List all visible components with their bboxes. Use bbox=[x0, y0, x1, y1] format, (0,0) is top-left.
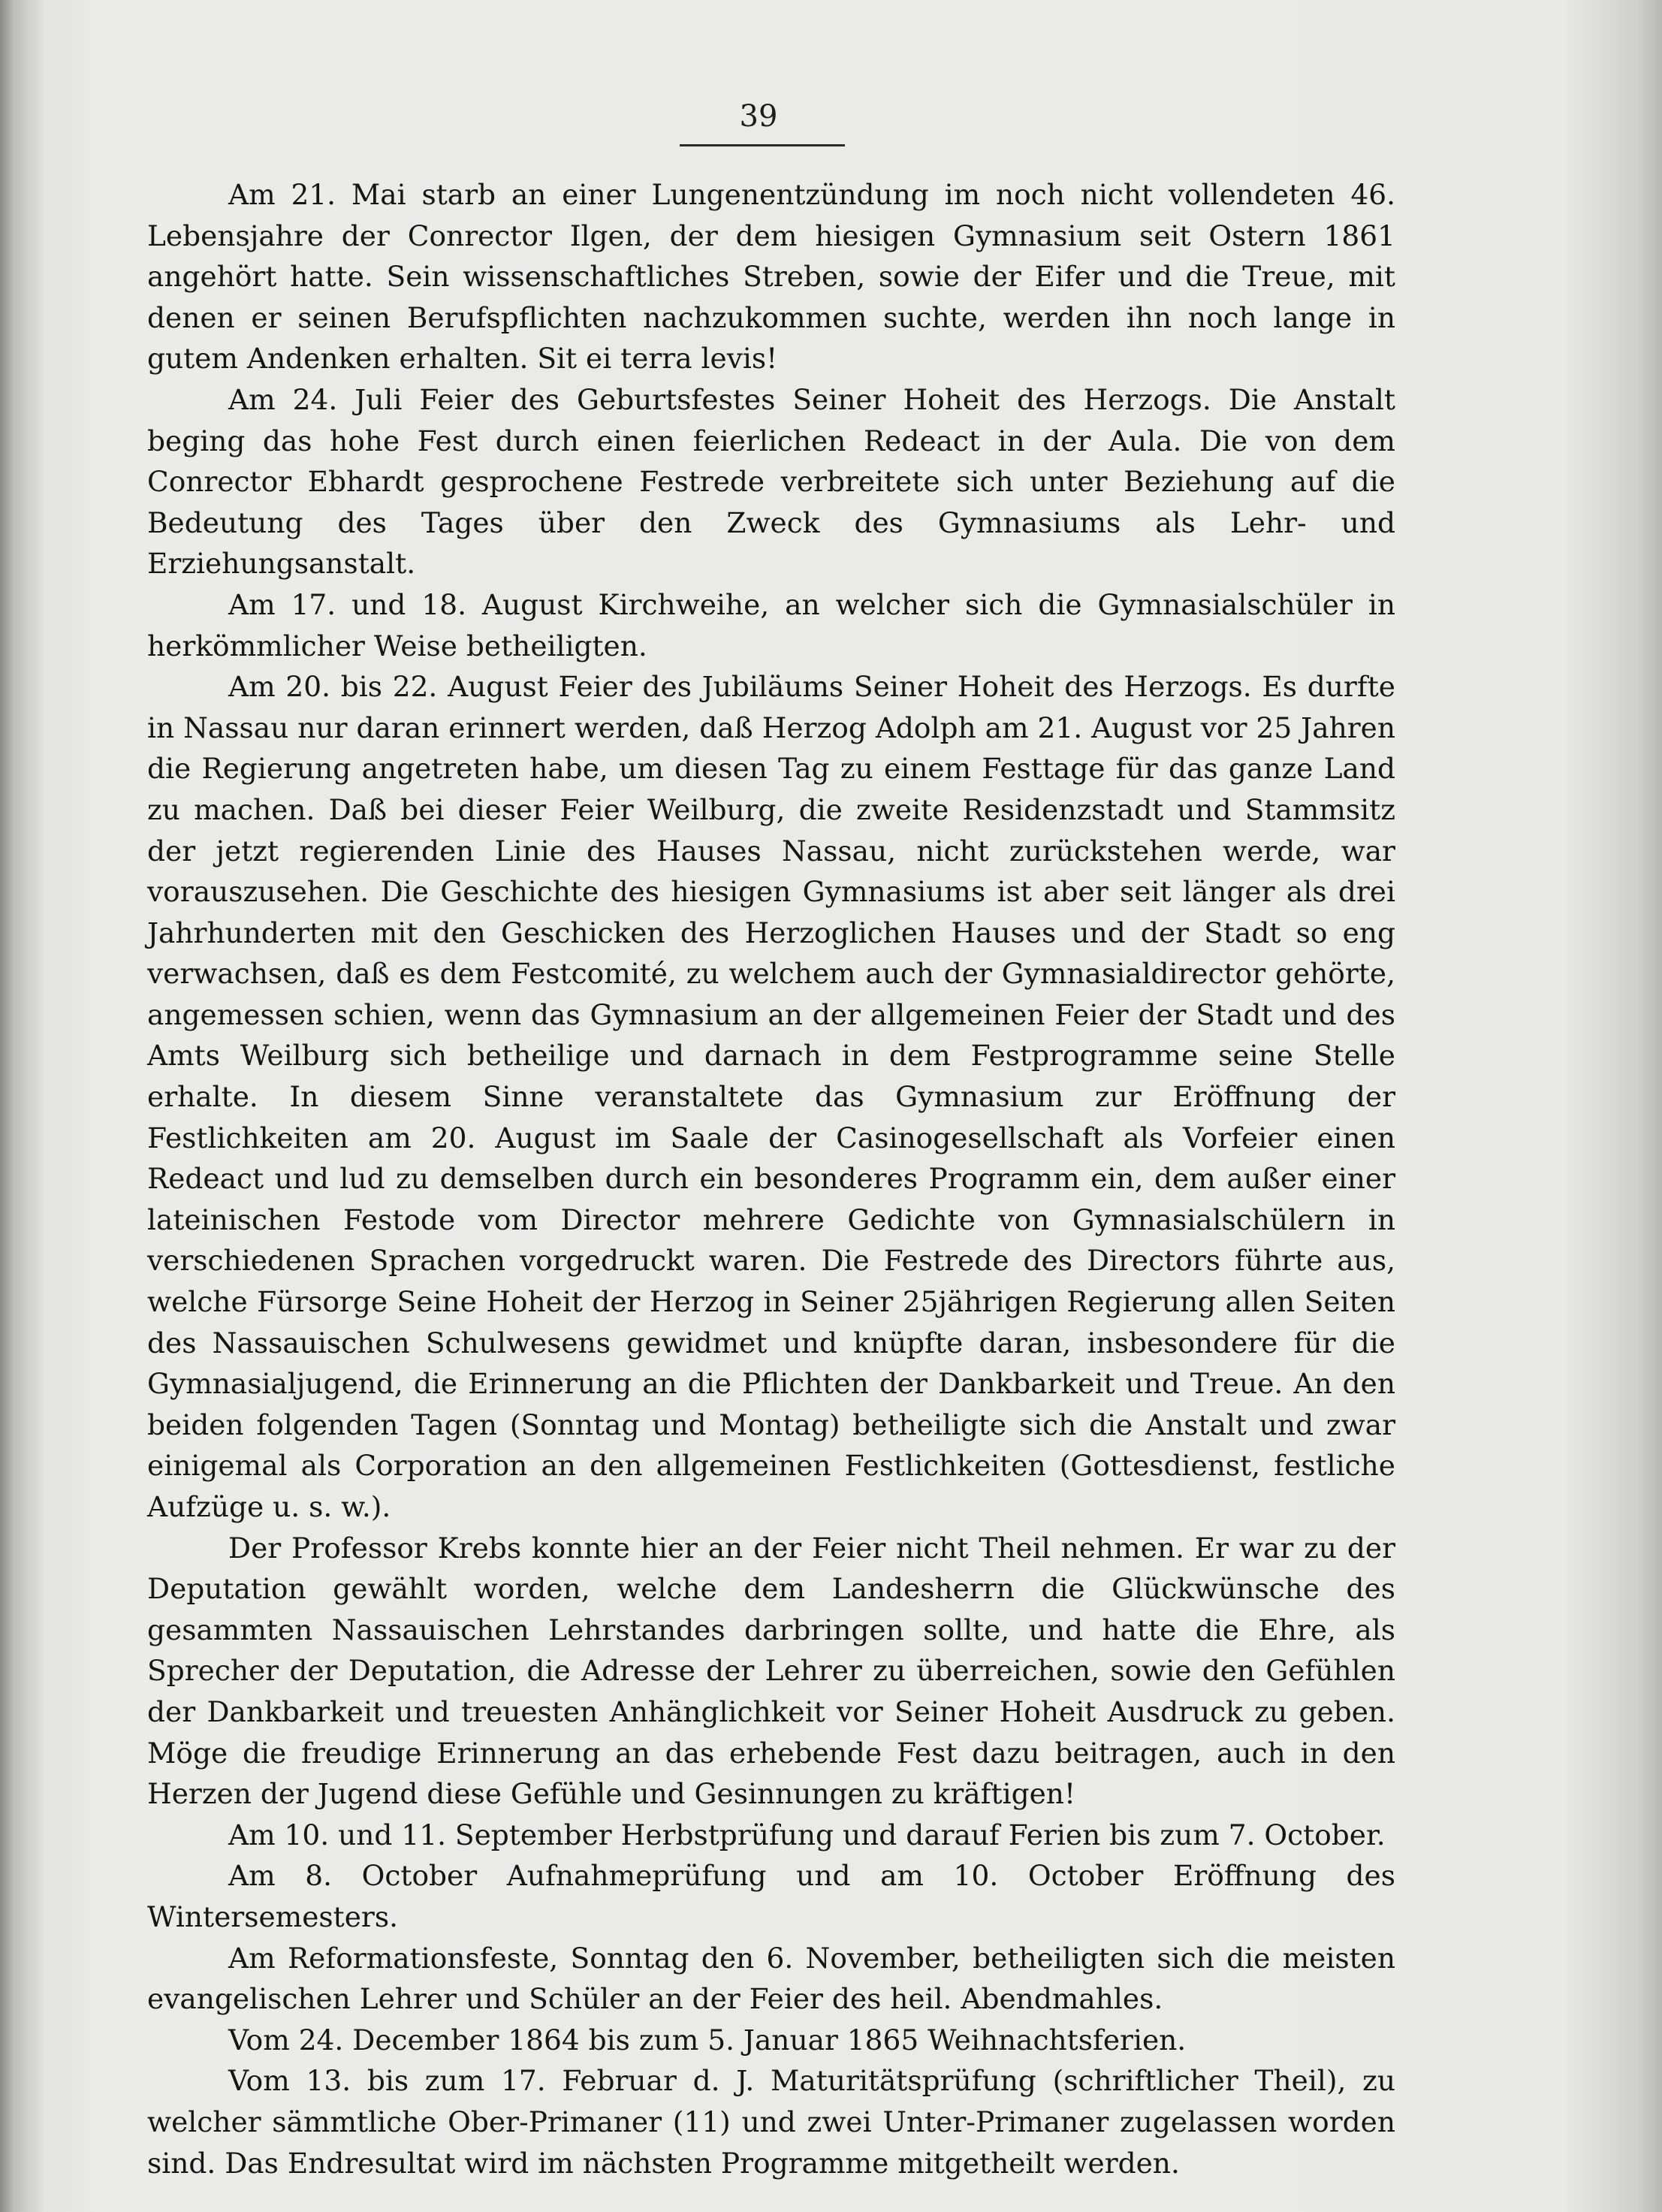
page-number-rule bbox=[680, 144, 845, 146]
paragraph: Vom 24. December 1864 bis zum 5. Januar 1865 Weihnachtsferien. bbox=[228, 2023, 1187, 2057]
text-body bbox=[147, 174, 1395, 2183]
paragraph: Am 21. Mai starb an einer Lungenentzündung im noch nicht vollendeten 46. Lebensjahre der Conrector Ilgen, der dem hiesigen Gymnasium seit Ostern 1861 angehört hatte. Sein wissenschaftliches Streben, sowie der Eifer und die Treue, mit denen er seinen Berufspflichten nachzukommen suchte, werden ihn noch lange in gutem Andenken erhalten. Sit ei terra levis! bbox=[147, 178, 1395, 376]
paragraph: Am 8. October Aufnahmeprüfung und am 10. October Eröffnung des Wintersemesters. bbox=[147, 1859, 1395, 1933]
paragraph: Am Reformationsfeste, Sonntag den 6. November, betheiligten sich die meisten evangelischen Lehrer und Schüler an der Feier des heil. Abendmahles. bbox=[147, 1941, 1395, 2016]
paragraph: Am 10. und 11. September Herbstprüfung und darauf Ferien bis zum 7. October. bbox=[228, 1818, 1386, 1851]
paragraph: Vom 13. bis zum 17. Februar d. J. Maturitätsprüfung (schriftlicher Theil), zu welcher sämmtliche Ober-Primaner (11) und zwei Unter-Primaner zugelassen worden sind. Das Endresultat wird im nächsten Programme mitgetheilt werden. bbox=[147, 2064, 1395, 2180]
paragraph: Am 24. Juli Feier des Geburtsfestes Seiner Hoheit des Herzogs. Die Anstalt beging das hohe Fest durch einen feierlichen Redeact in der Aula. Die von dem Conrector Ebhardt gesprochene Festrede verbreitete sich unter Beziehung auf die Bedeutung des Tages über den Zweck des Gymnasiums als Lehr- und Erziehungsanstalt. bbox=[147, 382, 1395, 581]
paragraph: Am 17. und 18. August Kirchweihe, an welcher sich die Gymnasialschüler in herkömmlicher Weise betheiligten. bbox=[147, 587, 1395, 662]
paragraph: Der Professor Krebs konnte hier an der Feier nicht Theil nehmen. Er war zu der Deputation gewählt worden, welche dem Landesherrn die Glückwünsche des gesammten Nassauischen Lehrstandes darbringen sollte, und hatte die Ehre, als Sprecher der Deputation, die Adresse der Lehrer zu überreichen, sowie den Gefühlen der Dankbarkeit und treuesten Anhänglichkeit vor Seiner Hoheit Ausdruck zu geben. Möge die freudige Erinnerung an das erhebende Fest dazu beitragen, auch in den Herzen der Jugend diese Gefühle und Gesinnungen zu kräftigen! bbox=[147, 1531, 1395, 1811]
paragraph: Am 20. bis 22. August Feier des Jubiläums Seiner Hoheit des Herzogs. Es durfte in Nassau nur daran erinnert werden, daß Herzog Adolph am 21. August vor 25 Jahren die Regierung angetreten habe, um diesen Tag zu einem Festtage für das ganze Land zu machen. Daß bei dieser Feier Weilburg, die zweite Residenzstadt und Stammsitz der jetzt regierenden Linie des Hauses Nassau, nicht zurückstehen werde, war vorauszusehen. Die Geschichte des hiesigen Gymnasiums ist aber seit länger als drei Jahrhunderten mit den Geschicken des Herzoglichen Hauses und der Stadt so eng verwachsen, daß es dem Festcomité, zu welchem auch der Gymnasialdirector gehörte, angemessen schien, wenn das Gymnasium an der allgemeinen Feier der Stadt und des Amts Weilburg sich betheilige und darnach in dem Festprogramme seine Stelle erhalte. In diesem Sinne veranstaltete das Gymnasium zur Eröffnung der Festlichkeiten am 20. August im Saale der Casinogesellschaft als Vorfeier einen Redeact und lud zu demselben durch ein besonderes Programm ein, dem außer einer lateinischen Festode vom Director mehrere Gedichte von Gymnasialschülern in verschiedenen Sprachen vorgedruckt waren. Die Festrede des Directors führte aus, welche Fürsorge Seine Hoheit der Herzog in Seiner 25jährigen Regierung allen Seiten des Nassauischen Schulwesens gewidmet und knüpfte daran, insbesondere für die Gymnasialjugend, die Erinnerung an die Pflichten der Dankbarkeit und Treue. An den beiden folgenden Tagen (Sonntag und Montag) betheiligte sich die Anstalt und zwar einigemal als Corporation an den allgemeinen Festlichkeiten (Gottesdienst, festliche Aufzüge u. s. w.). bbox=[147, 670, 1395, 1523]
page-number: 39 bbox=[739, 99, 778, 134]
